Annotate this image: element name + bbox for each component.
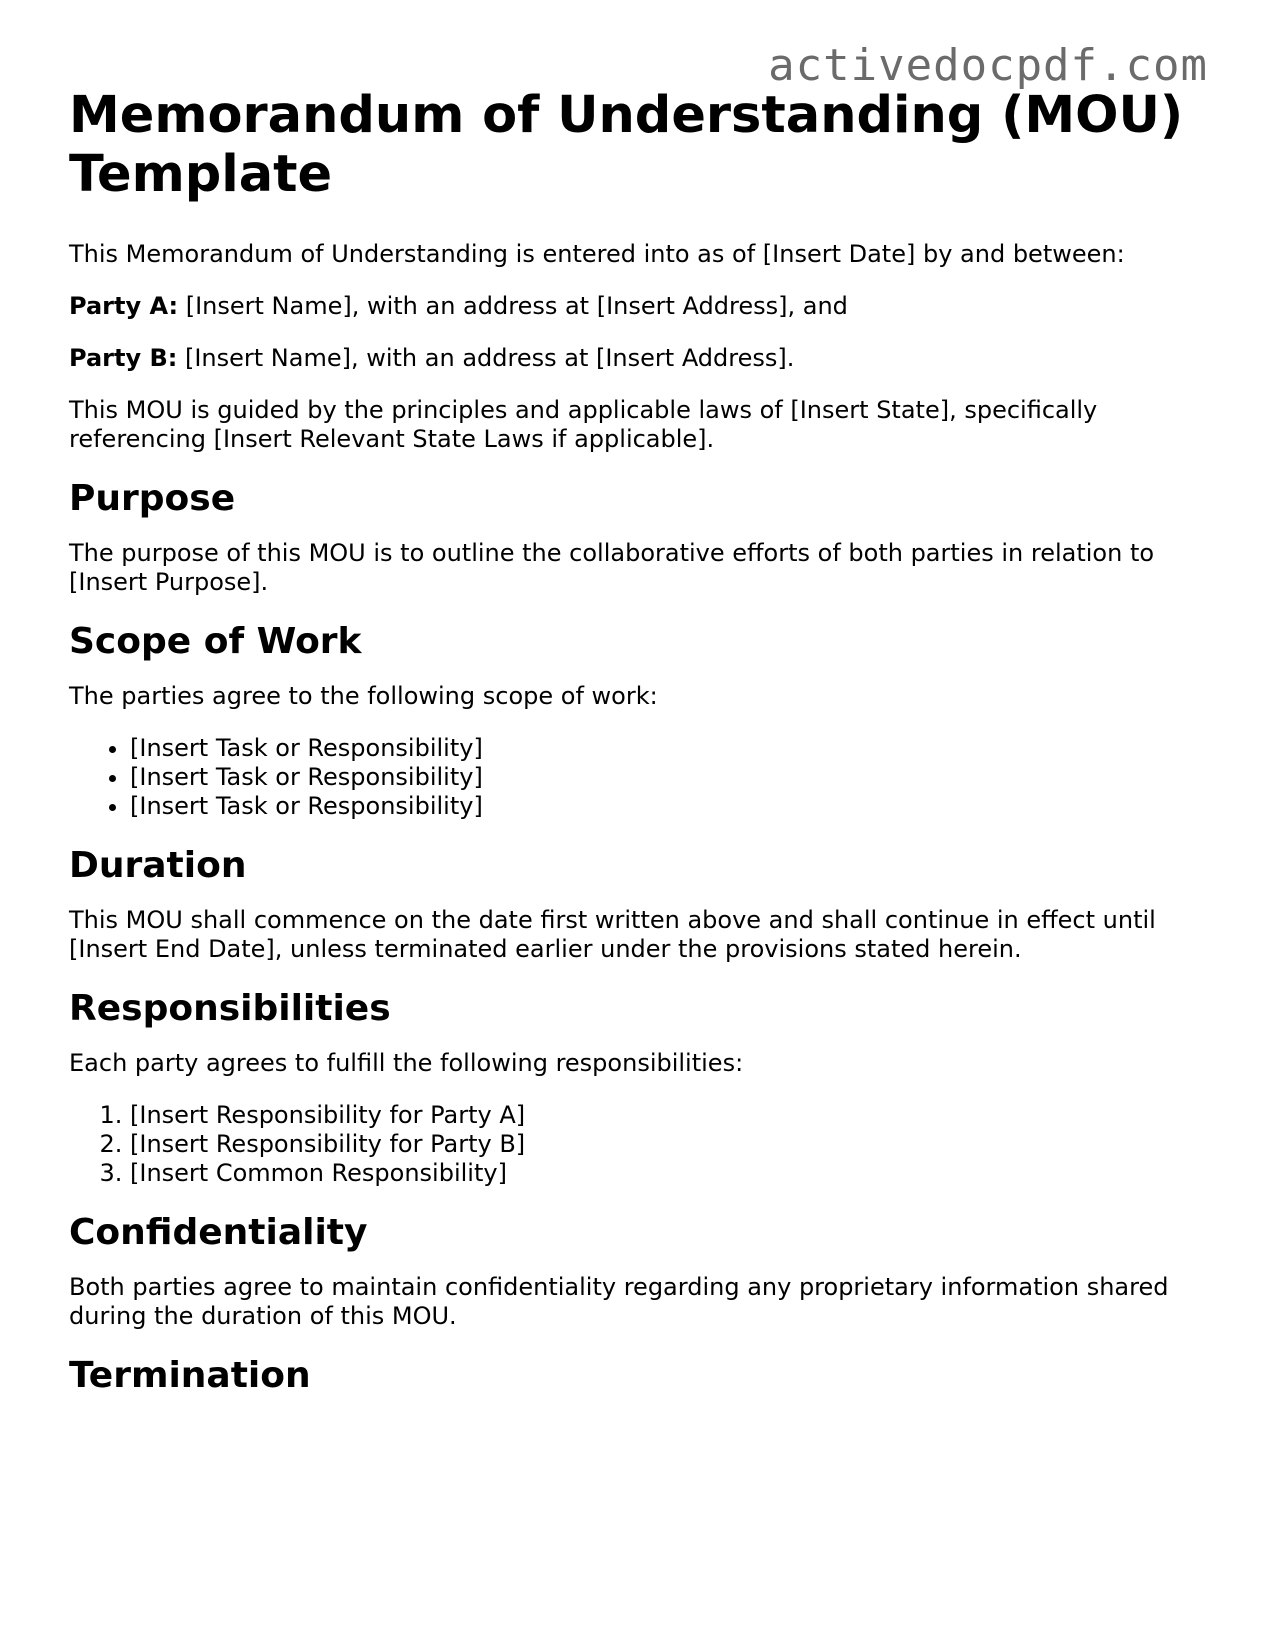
watermark: activedocpdf.com: [768, 40, 1208, 91]
scope-paragraph: The parties agree to the following scope of work:: [69, 682, 658, 710]
confidentiality-paragraph: Both parties agree to maintain confidentiality regarding any proprietary information shared during the duration of this MOU.: [69, 1273, 1169, 1330]
responsibility-list-item: 3. [Insert Common Responsibility]: [130, 1159, 1209, 1188]
purpose-paragraph: The purpose of this MOU is to outline the collaborative efforts of both parties in relation to [Insert Purpose].: [69, 539, 1155, 596]
responsibility-list-item: 2. [Insert Responsibility for Party B]: [130, 1130, 1209, 1159]
responsibilities-list: [69, 1101, 1209, 1188]
document-title: Memorandum of Understanding (MOU) Template: [69, 86, 1184, 204]
party-a-text: [Insert Name], with an address at [Insert Address], and: [178, 292, 848, 320]
termination-heading: Termination: [69, 1355, 311, 1396]
intro-paragraph: This Memorandum of Understanding is entered into as of [Insert Date] by and between:: [69, 240, 1125, 268]
party-b-text: [Insert Name], with an address at [Insert Address].: [177, 344, 795, 372]
laws-paragraph: This MOU is guided by the principles and applicable laws of [Insert State], specifically referencing [Insert Relevant State Laws if applicable].: [69, 396, 1098, 453]
party-b-label: Party B:: [69, 344, 178, 372]
duration-heading: Duration: [69, 845, 247, 886]
scope-heading: Scope of Work: [69, 621, 362, 662]
responsibilities-heading: Responsibilities: [69, 988, 391, 1029]
purpose-heading: Purpose: [69, 478, 236, 519]
responsibilities-paragraph: Each party agrees to fulfill the following responsibilities:: [69, 1049, 744, 1077]
scope-list-item: • [Insert Task or Responsibility]: [130, 734, 1209, 763]
scope-list-item: • [Insert Task or Responsibility]: [130, 792, 1209, 821]
party-a-paragraph: [69, 292, 1209, 321]
party-b-paragraph: [69, 344, 1209, 373]
confidentiality-heading: Confidentiality: [69, 1212, 368, 1253]
scope-list-item: • [Insert Task or Responsibility]: [130, 763, 1209, 792]
document-body: [69, 86, 1209, 1416]
duration-paragraph: This MOU shall commence on the date first written above and shall continue in effect until [Insert End Date], unless terminated earlier under the provisions stated herein.: [69, 906, 1156, 963]
responsibility-list-item: 1. [Insert Responsibility for Party A]: [130, 1101, 1209, 1130]
scope-list: [69, 734, 1209, 821]
party-a-label: Party A:: [69, 292, 179, 320]
